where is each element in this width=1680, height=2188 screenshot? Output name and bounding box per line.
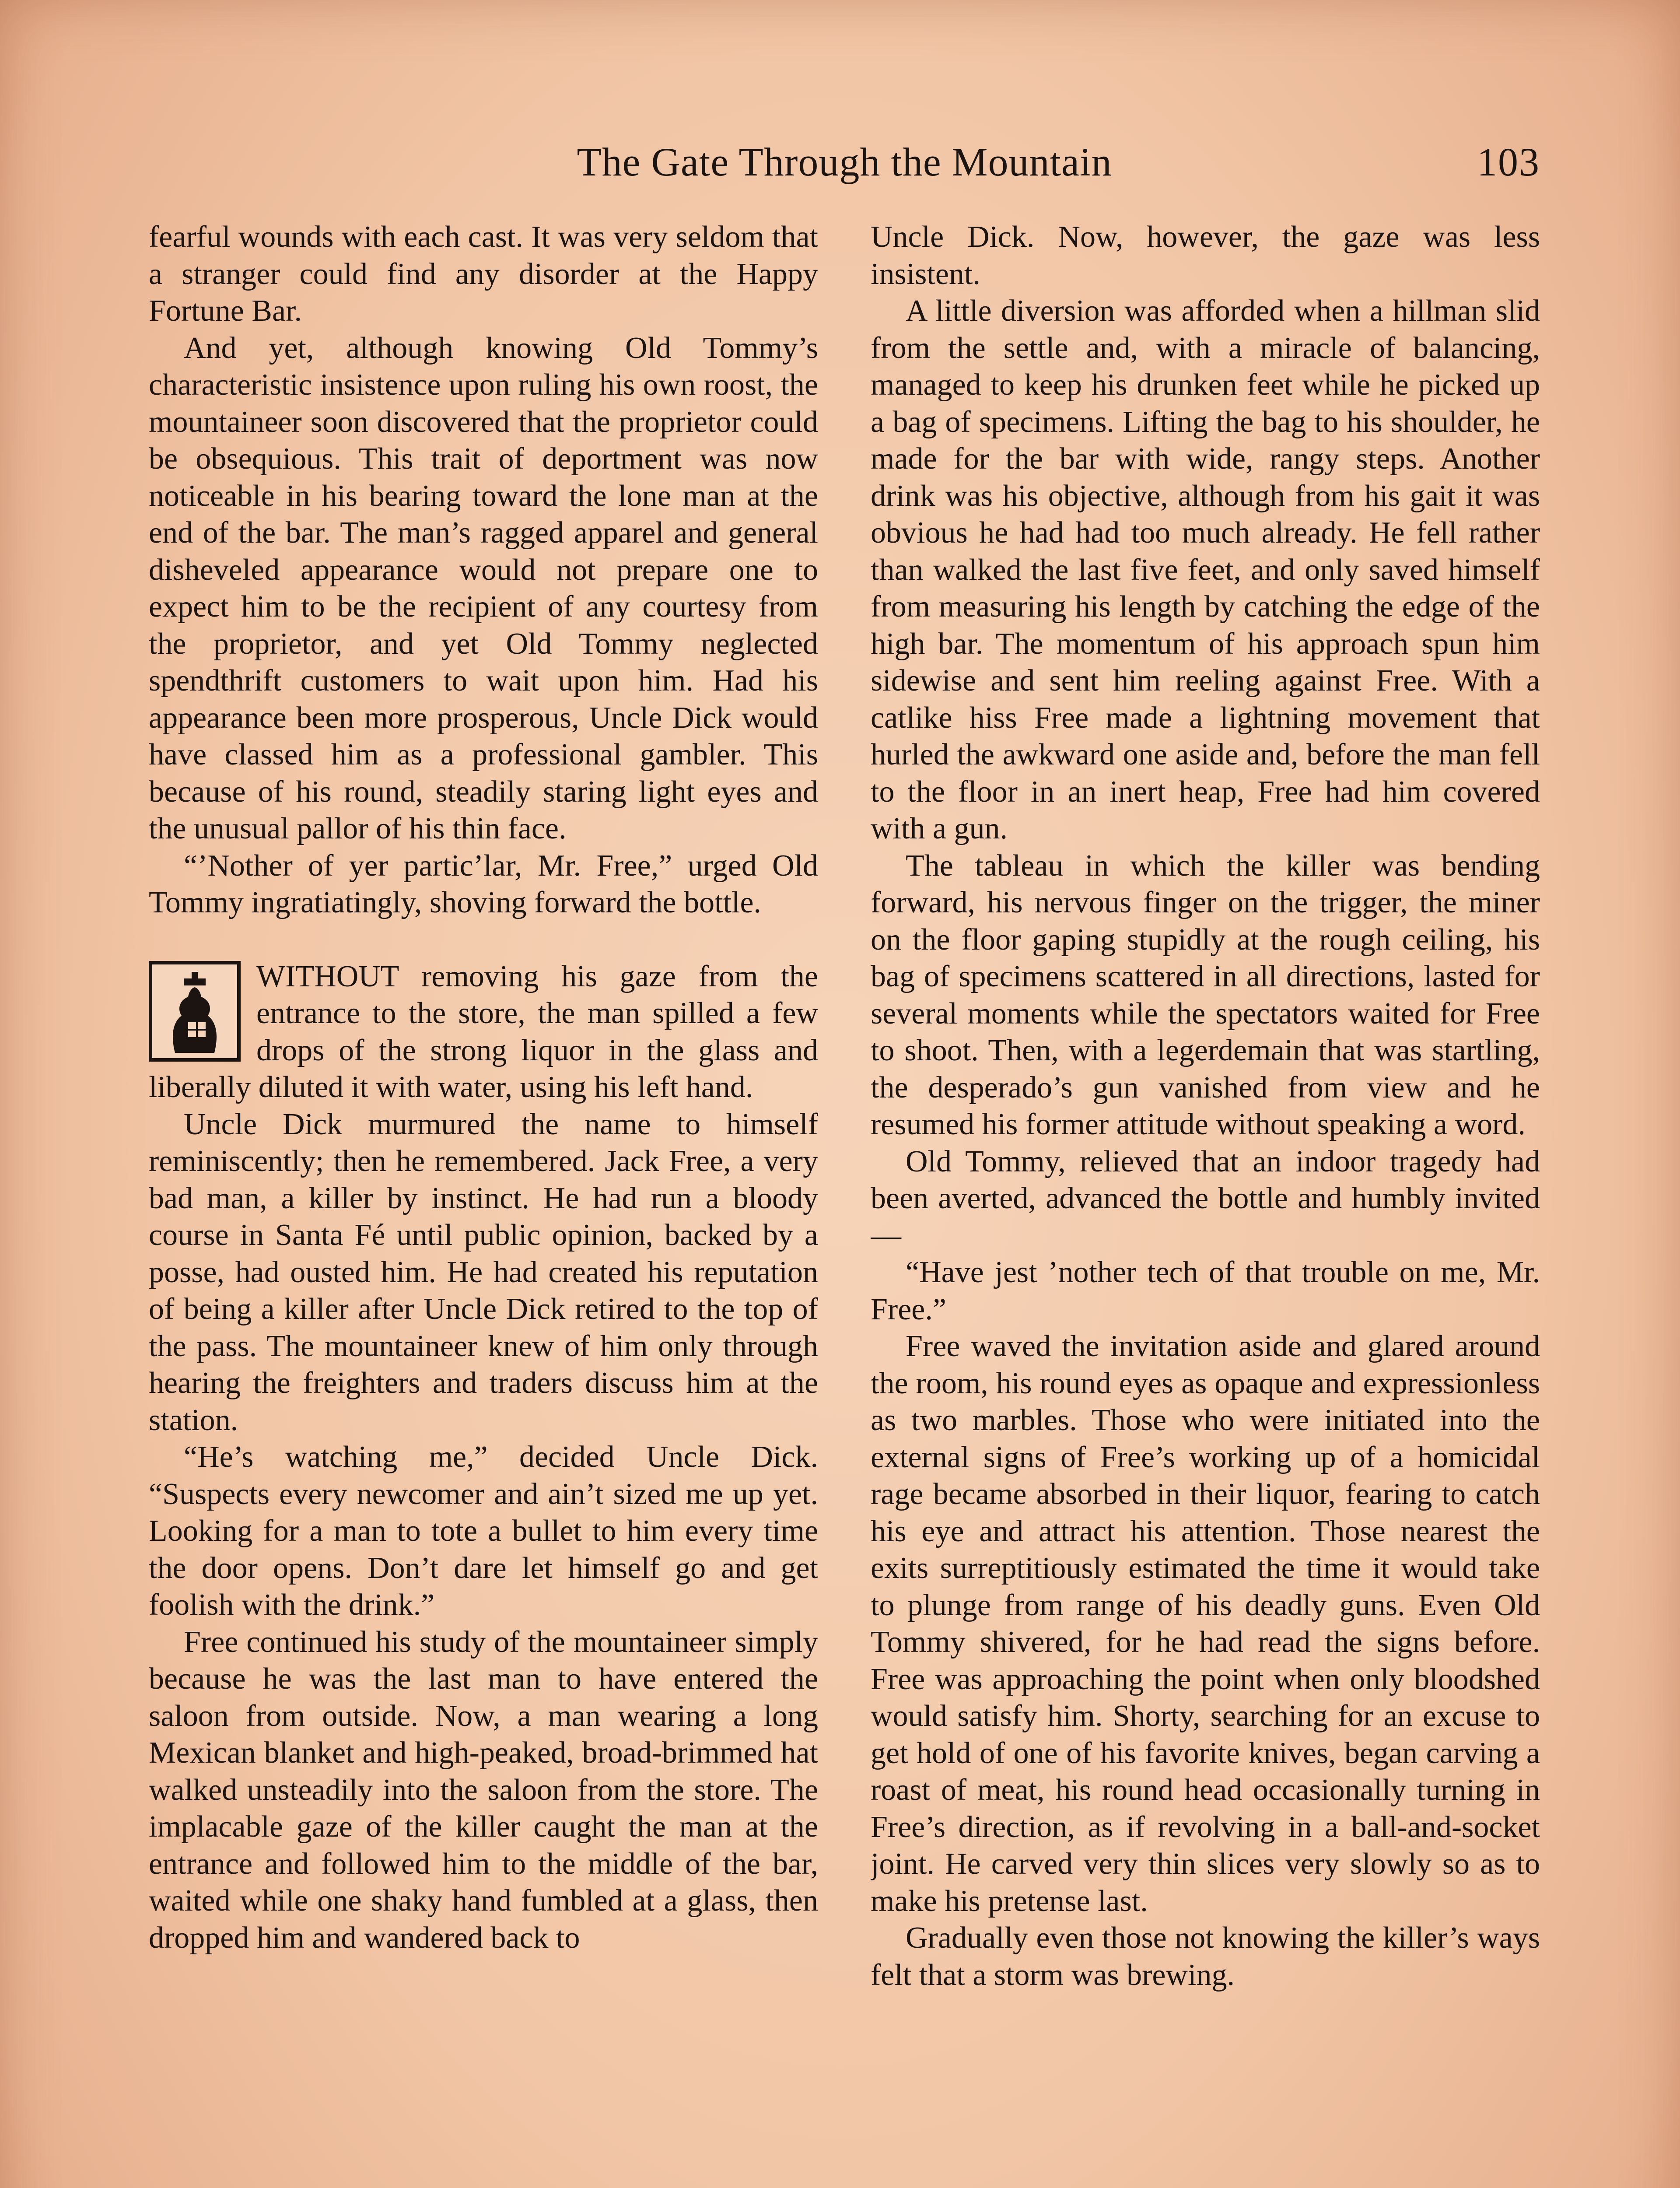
dropcap-word: WITHOUT — [256, 959, 399, 993]
section-break — [149, 922, 818, 958]
paragraph: fearful wounds with each cast. It was very seldom that a stranger could find any disorder at the Happy Fortune Bar. — [149, 220, 818, 328]
paragraph: Uncle Dick murmured the name to himself reminiscently; then he remembered. Jack Free, a very bad man, a killer by instinct. He had run a bloody course in Santa Fé until public opinion, backed by a posse, had ousted him. He had created his reputation of being a killer after Uncle Dick retired to the top of the pass. The mountaineer knew of him only through hearing the freighters and traders discuss him at the station. — [149, 1107, 818, 1437]
paragraph: “Have jest ’nother tech of that trouble on me, Mr. Free.” — [871, 1255, 1540, 1326]
paragraph: “’Nother of yer partic’lar, Mr. Free,” urged Old Tommy ingratiatingly, shoving forward the bottle. — [149, 849, 818, 919]
paragraph: Gradually even those not knowing the killer’s ways felt that a storm was brewing. — [871, 1921, 1540, 1992]
dropcap-paragraph-text: removing his gaze from the entrance to the store, the man spilled a few drops of the strong liquor in the glass and liberally diluted it with water, using his left hand. — [149, 959, 818, 1104]
paragraph: Free continued his study of the mountaineer simply because he was the last man to have entered the saloon from outside. Now, a man wearing a long Mexican blanket and high-peaked, broad-brimmed hat walked unsteadily into the saloon from the store. The implacable gaze of the killer caught the man at the entrance and followed him to the middle of the bar, waited while one shaky hand fumbled at a glass, then dropped him and wandered back to — [149, 1625, 818, 1955]
page-number: 103 — [1477, 140, 1540, 184]
paragraph: “He’s watching me,” decided Uncle Dick. “Suspects every newcomer and ain’t sized me up yet. Looking for a man to tote a bullet to him every time the door opens. Don’t dare let himself go and get foolish with the drink.” — [149, 1440, 818, 1622]
left-column — [149, 219, 818, 2188]
running-title: The Gate Through the Mountain — [577, 140, 1112, 184]
text-columns — [149, 219, 1540, 2188]
right-column — [871, 219, 1540, 2188]
decorative-initial-icon — [149, 961, 241, 1062]
paragraph: Free waved the invitation aside and glared around the room, his round eyes as opaque and expressionless as two marbles. Those who were initiated into the external signs of Free’s working up of a homicidal rage became absorbed in their liquor, fearing to catch his eye and attract his attention. Those nearest the exits surreptitiously estimated the time it would take to plunge from range of his deadly guns. Even Old Tommy shivered, for he had read the signs before. Free was approaching the point when only bloodshed would satisfy him. Shorty, searching for an excuse to get hold of one of his favorite knives, began carving a roast of meat, his round head occasionally turning in Free’s direction, as if revolving in a ball-and-socket joint. He carved very thin slices very slowly so as to make his pretense last. — [871, 1329, 1540, 1918]
paragraph: Old Tommy, relieved that an indoor tragedy had been averted, advanced the bottle and humbly invited— — [871, 1144, 1540, 1252]
page-header — [149, 131, 1540, 193]
paragraph: The tableau in which the killer was bending forward, his nervous finger on the trigger, the miner on the floor gaping stupidly at the rough ceiling, his bag of specimens scattered in all directions, lasted for several moments while the spectators waited for Free to shoot. Then, with a legerdemain that was startling, the desperado’s gun vanished from view and he resumed his former attitude without speaking a word. — [871, 849, 1540, 1141]
paragraph: And yet, although knowing Old Tommy’s characteristic insistence upon ruling his own roost, the mountaineer soon discovered that the proprietor could be obsequious. This trait of deportment was now noticeable in his bearing toward the lone man at the end of the bar. The man’s ragged apparel and general disheveled appearance would not prepare one to expect him to be the recipient of any courtesy from the proprietor, and yet Old Tommy neglected spendthrift customers to wait upon him. Had his appearance been more prosperous, Uncle Dick would have classed him as a professional gambler. This because of his round, steadily staring light eyes and the unusual pallor of his thin face. — [149, 331, 818, 845]
paragraph: A little diversion was afforded when a hillman slid from the settle and, with a miracle of balancing, managed to keep his drunken feet while he picked up a bag of specimens. Lifting the bag to his shoulder, he made for the bar with wide, rangy steps. Another drink was his objective, although from his gait it was obvious he had had too much already. He fell rather than walked the last five feet, and only saved himself from measuring his length by catching the edge of the high bar. The momentum of his approach spun him sidewise and sent him reeling against Free. With a catlike hiss Free made a lightning movement that hurled the awkward one aside and, before the man fell to the floor in an inert heap, Free had him covered with a gun. — [871, 294, 1540, 845]
paragraph: Uncle Dick. Now, however, the gaze was less insistent. — [871, 220, 1540, 291]
dropcap-paragraph — [149, 958, 818, 1106]
